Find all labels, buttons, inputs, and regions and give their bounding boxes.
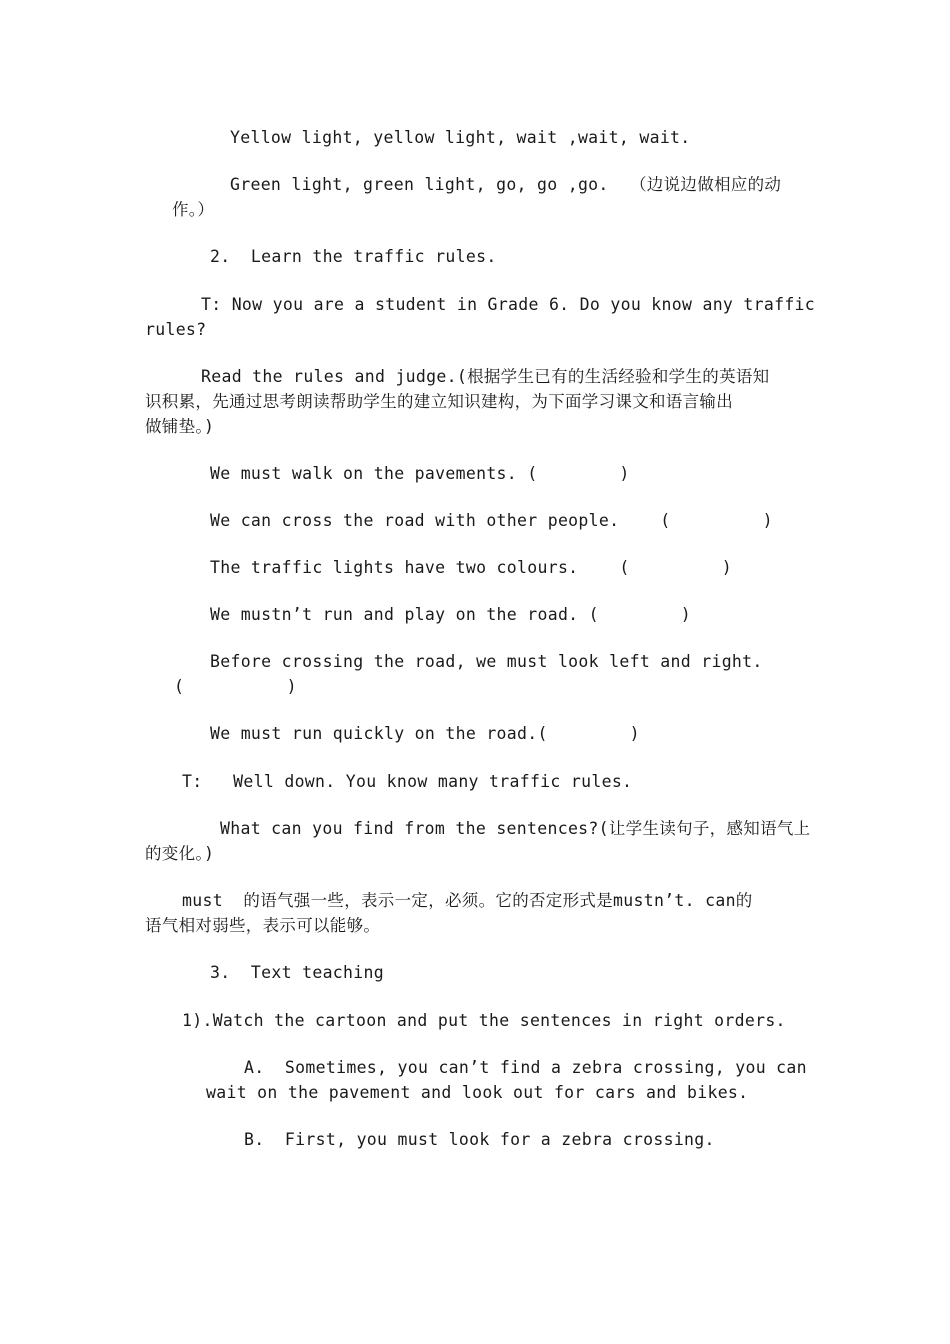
rule-item: We can cross the road with other people. ( )	[210, 511, 773, 530]
rule-item: Before crossing the road, we must look left and right.	[210, 652, 763, 671]
chant-yellow-line: Yellow light, yellow light, wait ,wait, wait.	[230, 128, 691, 147]
question-line-2: 的变化。)	[145, 844, 215, 863]
rule-item: We mustn’t run and play on the road. ( )	[210, 605, 691, 624]
chant-green-line: Green light, green light, go, go ,go.	[230, 175, 609, 194]
teacher-question-line: T: Now you are a student in Grade 6. Do you know any traffic	[201, 295, 816, 314]
question-line-1: What can you find from the sentences?(让学生读句子，感知语气上	[220, 819, 811, 838]
rule-item: We must walk on the pavements. ( )	[210, 464, 630, 483]
option-b-line: B. First, you must look for a zebra crossing.	[244, 1130, 715, 1149]
instruction-line-2: 识积累，先通过思考朗读帮助学生的建立知识建构，为下面学习课文和语言输出	[145, 392, 733, 411]
teacher-question-continued: rules?	[145, 320, 207, 339]
chant-green-note: （边说边做相应的动	[630, 175, 782, 194]
explanation-line-2: 语气相对弱些，表示可以能够。	[145, 916, 381, 935]
rule-item-bracket: ( )	[174, 677, 297, 696]
section-3-heading: 3. Text teaching	[210, 963, 384, 982]
rule-item: We must run quickly on the road.( )	[210, 724, 640, 743]
explanation-line-1: must 的语气强一些，表示一定，必须。它的否定形式是mustn’t. can的	[182, 891, 753, 910]
option-a-line-1: A. Sometimes, you can’t find a zebra crossing, you can	[244, 1058, 807, 1077]
rule-item: The traffic lights have two colours. ( )	[210, 558, 732, 577]
instruction-line-1: Read the rules and judge.(根据学生已有的生活经验和学生的英语知	[201, 367, 770, 386]
option-a-line-2: wait on the pavement and look out for cars and bikes.	[206, 1083, 749, 1102]
section-2-heading: 2. Learn the traffic rules.	[210, 247, 497, 266]
step-1-instruction: 1).Watch the cartoon and put the sentences in right orders.	[182, 1011, 786, 1030]
teacher-praise: T: Well down. You know many traffic rules.	[182, 772, 633, 791]
instruction-line-3: 做铺垫。)	[145, 417, 215, 436]
chant-green-note-continued: 作。）	[172, 200, 215, 219]
